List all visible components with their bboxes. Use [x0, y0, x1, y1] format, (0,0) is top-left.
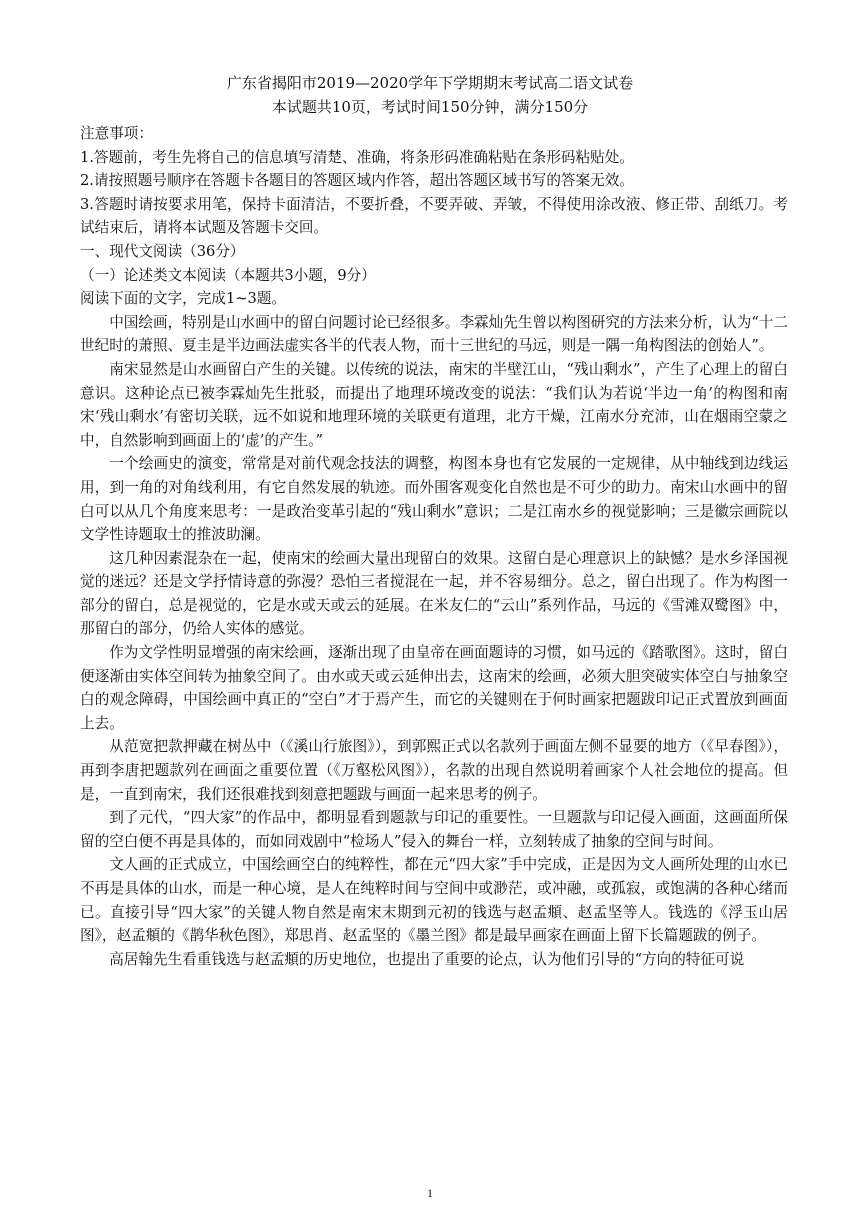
note-item-1: 1.答题前，考生先将自己的信息填写清楚、准确，将条形码准确粘贴在条形码粘贴处。: [80, 148, 634, 166]
section-title: 一、现代文阅读（36分）: [80, 242, 245, 260]
paragraph-3: 一个绘画史的演变，常常是对前代观念技法的调整，构图本身也有它发展的一定规律，从中轴线到边线运用，到一角的对角线利用，有它自然发展的轨迹。而外围客观变化自然也是不可少的助力。南宋山水画中的留白可以从几个角度来思考：一是政治变革引起的“残山剩水”意识；二是江南水乡的视觉影响；三是徽宗画院以文学性诗题取士的推波助澜。: [80, 455, 788, 544]
page-number: 1: [427, 1186, 433, 1200]
exam-subtitle: 本试题共10页，考试时间150分钟，满分150分: [271, 98, 589, 116]
paragraph-8: 文人画的正式成立，中国绘画空白的纯粹性，都在元“四大家”手中完成，正是因为文人画所处理的山水已不再是具体的山水，而是一种心境，是人在纯粹时间与空间中或渺茫，或冲融，或孤寂，或饱满的各种心绪而已。直接引导“四大家”的关键人物自然是南宋末期到元初的钱选与赵孟頫、赵孟坚等人。钱选的《浮玉山居图》，赵孟頫的《鹊华秋色图》，郑思肖、赵孟坚的《墨兰图》都是最早画家在画面上留下长篇题跋的例子。: [80, 856, 788, 945]
paragraph-6: 从范宽把款押藏在树丛中（《溪山行旅图》），到郭熙正式以名款列于画面左侧不显要的地方（《早春图》），再到李唐把题款列在画面之重要位置（《万壑松风图》），名款的出现自然说明着画家个人社会地位的提高。但是，一直到南宋，我们还很难找到刻意把题跋与画面一起来思考的例子。: [80, 738, 788, 803]
reading-instruction: 阅读下面的文字，完成1~3题。: [80, 290, 286, 308]
exam-body: [80, 122, 788, 971]
paragraph-5: 作为文学性明显增强的南宋绘画，逐渐出现了由皇帝在画面题诗的习惯，如马远的《踏歌图》。这时，留白便逐渐由实体空间转为抽象空间了。由水或天或云延伸出去，这南宋的绘画，必须大胆突破实体空白与抽象空白的观念障碍，中国绘画中真正的“空白”才于焉产生，而它的关键则在于何时画家把题跋印记正式置放到画面上去。: [80, 644, 788, 732]
paragraph-2: 南宋显然是山水画留白产生的关键。以传统的说法，南宋的半壁江山，“残山剩水”，产生了心理上的留白意识。这种论点已被李霖灿先生批驳，而提出了地理环境改变的说法：“我们认为若说‘半边一角’的构图和南宋‘残山剩水’有密切关联，远不如说和地理环境的关联更有道理，北方干燥，江南水分充沛，山在烟雨空蒙之中，自然影响到画面上的‘虚’的产生。”: [80, 360, 788, 449]
paragraph-4: 这几种因素混杂在一起，使南宋的绘画大量出现留白的效果。这留白是心理意识上的缺憾？是水乡泽国视觉的迷远？还是文学抒情诗意的弥漫？恐怕三者搅混在一起，并不容易细分。总之，留白出现了。作为构图一部分的留白，总是视觉的，它是水或天或云的延展。在米友仁的“云山”系列作品，马远的《雪滩双鹭图》中，那留白的部分，仍给人实体的感觉。: [80, 549, 788, 638]
note-item-2: 2.请按照题号顺序在答题卡各题目的答题区域内作答，超出答题区域书写的答案无效。: [80, 172, 634, 190]
note-item-3: 3.答题时请按要求用笔，保持卡面清洁，不要折叠，不要弄破、弄皱，不得使用涂改液、修正带、刮纸刀。考试结束后，请将本试题及答题卡交回。: [80, 195, 788, 237]
paragraph-9: 高居翰先生看重钱选与赵孟頫的历史地位，也提出了重要的论点，认为他们引导的“方向的特征可说: [109, 950, 745, 968]
section-subtitle: （一）论述类文本阅读（本题共3小题，9分）: [80, 266, 376, 284]
notes-heading: 注意事项：: [80, 125, 153, 142]
paragraph-1: 中国绘画，特别是山水画中的留白问题讨论已经很多。李霖灿先生曾以构图研究的方法来分析，认为“十二世纪时的萧照、夏圭是半边画法虚实各半的代表人物，而十三世纪的马远，则是一隅一角构图法的创始人”。: [80, 313, 788, 355]
exam-title: 广东省揭阳市2019—2020学年下学期期末考试高二语文试卷: [226, 74, 634, 92]
paragraph-7: 到了元代，“四大家”的作品中，都明显看到题款与印记的重要性。一旦题款与印记侵入画面，这画面所保留的空白便不再是具体的，而如同戏剧中“检场人”侵入的舞台一样，立刻转成了抽象的空间与时间。: [80, 809, 788, 850]
